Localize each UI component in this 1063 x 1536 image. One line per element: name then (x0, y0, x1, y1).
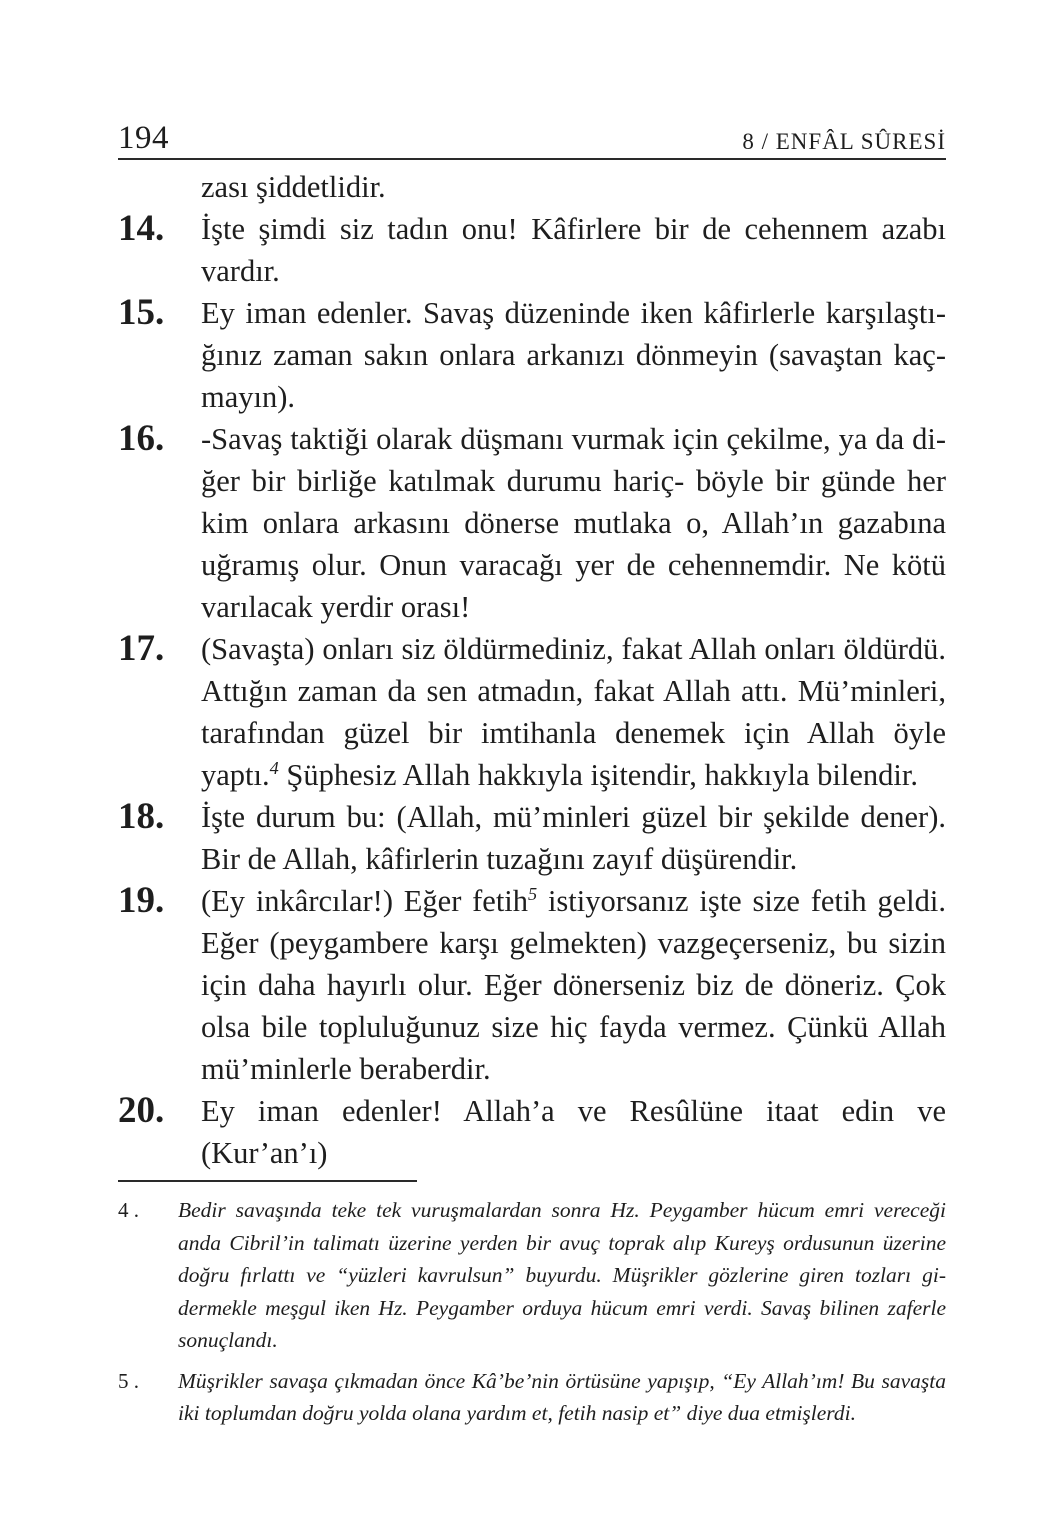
verse-16 (118, 418, 946, 628)
verse-14 (118, 208, 946, 292)
verse-text: İşte şimdi siz tadın onu! Kâfirlere bir de cehennem azabı vardır. (201, 212, 946, 288)
verse-number: 20. (118, 1090, 165, 1131)
verse-text-cont: istiyorsanız işte size fetih geldi. Eğer (peygambere karşı gelmekten) vazgeçerseniz, bu sizin için daha hayırlı olur. Eğer dönerseniz biz de döneriz. Çok olsa bile topluluğunuz size hiç fayda vermez. Çünkü Allah mü’minlerle beraberdir. (201, 884, 946, 1086)
verse-text: Ey iman edenler. Savaş düzeninde iken kâfirlerle karşılaştığınız zaman sakın onlara arkanızı dönmeyin (savaştan kaçmayın). (201, 296, 946, 414)
verse-number: 18. (118, 796, 165, 837)
page-header (118, 118, 946, 158)
verse-continuation: zası şiddetlidir. (201, 170, 386, 204)
verse-number: 16. (118, 418, 165, 459)
verse-number: 17. (118, 628, 165, 669)
verse-20 (118, 1090, 946, 1174)
footnote-text: Müşrikler savaşa çıkmadan önce Kâ’be’nin örtüsüne yapışıp, “Ey Allah’ım! Bu savaşta iki toplumdan doğru yolda olana yardım et, fetih nasip et” diye dua etmişlerdi. (178, 1368, 946, 1425)
verse-number: 15. (118, 292, 165, 333)
verse-text: Ey iman edenler! Allah’a ve Resûlüne itaat edin ve (Kur’an’ı) (201, 1094, 946, 1170)
footnote-reference[interactable]: 5 (528, 883, 538, 904)
verse-text: (Ey inkârcılar!) Eğer fetih (201, 884, 529, 918)
verse-18 (118, 796, 946, 880)
header-rule (118, 158, 946, 160)
verse-text-cont: Şüphesiz Allah hakkıyla işitendir, hakkıyla bilendir. (278, 758, 918, 792)
footnote-text: Bedir savaşında teke tek vuruşmalardan sonra Hz. Peygamber hücum emri vereceği anda Cibril’in talimatı üzerine yerden bir avuç toprak alıp Kureyş ordusunun üzerine doğru fırlattı ve “yüzleri kavrulsun” buyurdu. Müşrikler gözlerine giren tozları gidermekle meşgul iken Hz. Peygamber orduya hücum emri verdi. Savaş bilinen zaferle sonuçlandı. (178, 1198, 946, 1352)
verse-17 (118, 628, 946, 796)
page-number: 194 (118, 120, 169, 156)
footnote-4 (118, 1194, 946, 1357)
book-page (118, 118, 946, 1425)
footnote-mark: 5 . (118, 1368, 139, 1393)
verse-number: 14. (118, 208, 165, 249)
verse-text: (Savaşta) onları siz öldürmediniz, fakat Allah onları öldürdü. Attığın zaman da sen atmadın, fakat Allah attı. Mü’minleri, tarafından güzel bir imtihanla denemek için Allah öyle yaptı. (201, 632, 946, 792)
verse-list (118, 166, 946, 1174)
verse-text: İşte durum bu: (Allah, mü’minleri güzel bir şekilde dener). Bir de Allah, kâfirlerin tuzağını zayıf düşürendir. (201, 800, 946, 876)
footnote-rule (118, 1180, 417, 1182)
running-title: 8 / ENFÂL SÛRESİ (742, 129, 946, 154)
footnote-reference[interactable]: 4 (269, 757, 279, 778)
verse-15 (118, 292, 946, 418)
verse-text: -Savaş taktiği olarak düşmanı vurmak için çekilme, ya da diğer bir birliğe katılmak durumu hariç- böyle bir günde her kim onlara arkasını dönerse mutlaka o, Allah’ın gazabına uğramış olur. Onun varacağı yer de cehennemdir. Ne kötü varılacak yerdir orası! (201, 422, 946, 624)
footnote-list (118, 1194, 946, 1438)
verse-number: 19. (118, 880, 165, 921)
footnote-mark: 4 . (118, 1198, 139, 1222)
footnote-5 (118, 1365, 946, 1430)
verse-19 (118, 880, 946, 1090)
